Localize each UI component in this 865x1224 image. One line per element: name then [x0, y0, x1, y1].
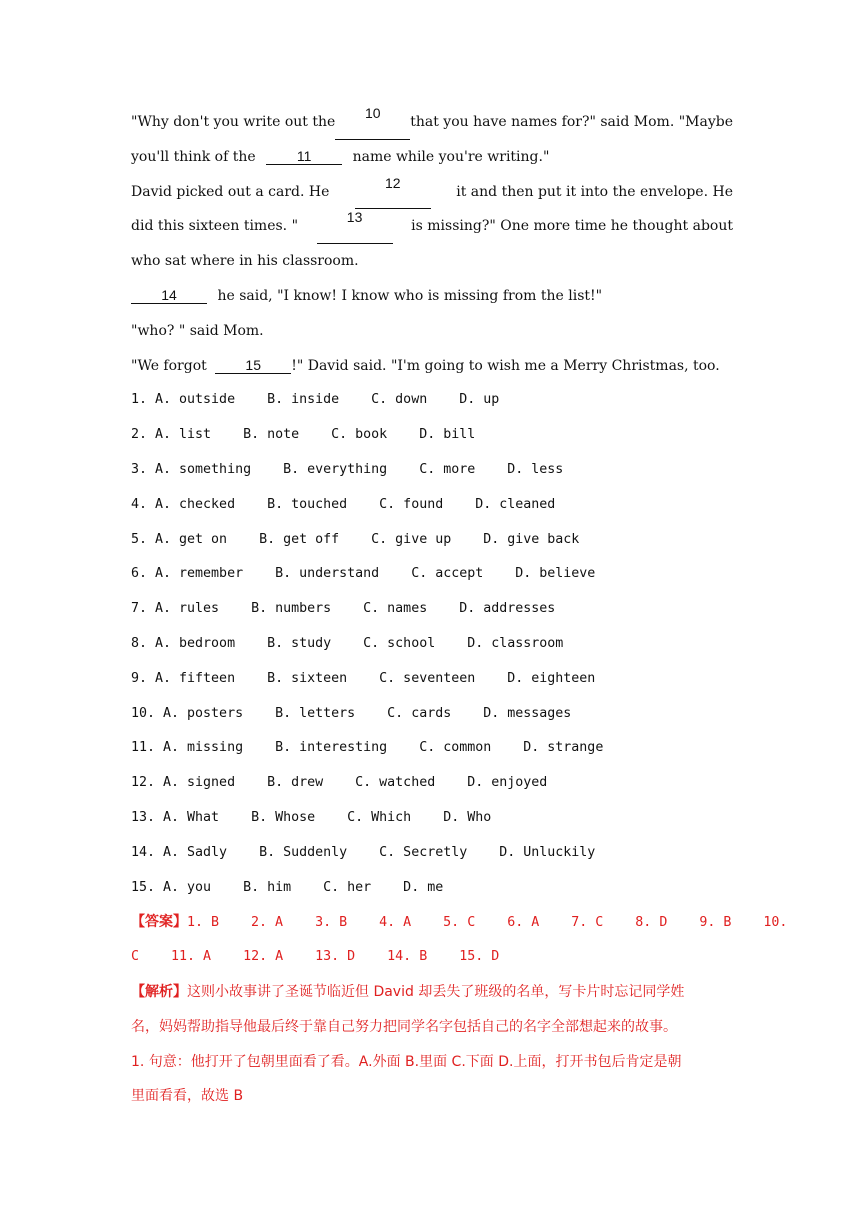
blank-11: 11 — [266, 148, 342, 165]
option-line-2: 2. A. list B. note C. book D. bill — [131, 427, 476, 443]
option-line-5: 5. A. get on B. get off C. give up D. give back — [131, 531, 580, 547]
analysis-label: 【解析】 — [131, 983, 187, 1000]
passage-text: that you have names for?" said Mom. "Maybe — [410, 114, 733, 130]
option-line-7: 7. A. rules B. numbers C. names D. addresses — [131, 601, 556, 617]
passage-text: it and then put it into the envelope. He — [456, 183, 733, 200]
option-line-1: 1. A. outside B. inside C. down D. up — [131, 392, 500, 408]
passage-line-2 — [131, 140, 733, 175]
answer-values: 1. B 2. A 3. B 4. A 5. C 6. A 7. C 8. D 9. B 10. — [187, 915, 788, 931]
passage-text: is missing?" One more time he thought about — [411, 218, 733, 235]
answer-values: C 11. A 12. A 13. D 14. B 15. D — [131, 949, 500, 965]
blank-10: 10 — [335, 105, 410, 140]
option-line-14: 14. A. Sadly B. Suddenly C. Secretly D. Unluckily — [131, 844, 596, 860]
option-line-13: 13. A. What B. Whose C. Which D. Who — [131, 809, 492, 825]
passage-text: David picked out a card. He — [131, 183, 330, 200]
analysis-line-3: 1. 句意：他打开了包朝里面看了看。A.外面 B.里面 C.下面 D.上面，打开书包后肯定是朝 — [131, 1053, 682, 1070]
passage-line-1 — [131, 105, 733, 140]
analysis-line-2: 名，妈妈帮助指导他最后终于靠自己努力把同学名字包括自己的名字全部想起来的故事。 — [131, 1018, 677, 1035]
passage-text: "We forgot — [131, 357, 207, 374]
blank-15: 15 — [215, 357, 291, 374]
answer-line-2 — [131, 940, 733, 975]
passage-line-6 — [131, 279, 733, 314]
option-line-15: 15. A. you B. him C. her D. me — [131, 879, 444, 895]
passage-text: did this sixteen times. " — [131, 218, 299, 235]
analysis-line-4: 里面看看，故选 B — [131, 1088, 244, 1105]
passage-line-5: who sat where in his classroom. — [131, 253, 359, 270]
passage-line-3 — [131, 175, 733, 210]
option-line-12: 12. A. signed B. drew C. watched D. enjoyed — [131, 775, 548, 791]
passage-text: name while you're writing." — [352, 148, 550, 165]
passage-line-7: "who? " said Mom. — [131, 322, 264, 339]
option-line-3: 3. A. something B. everything C. more D. less — [131, 461, 564, 477]
option-line-8: 8. A. bedroom B. study C. school D. classroom — [131, 635, 564, 651]
option-line-9: 9. A. fifteen B. sixteen C. seventeen D. eighteen — [131, 670, 596, 686]
passage-text: "Why don't you write out the — [131, 114, 336, 130]
blank-12: 12 — [355, 175, 431, 210]
passage-line-8 — [131, 349, 733, 384]
analysis-text: 这则小故事讲了圣诞节临近但 David 却丢失了班级的名单，写卡片时忘记同学姓 — [187, 983, 685, 1000]
option-line-10: 10. A. posters B. letters C. cards D. messages — [131, 705, 572, 721]
passage-text: you'll think of the — [131, 148, 256, 165]
option-line-6: 6. A. remember B. understand C. accept D. believe — [131, 566, 596, 582]
analysis-line-1 — [131, 975, 733, 1010]
answer-line-1 — [131, 905, 788, 940]
blank-13: 13 — [317, 209, 393, 244]
option-line-11: 11. A. missing B. interesting C. common D. strange — [131, 740, 604, 756]
passage-line-4 — [131, 209, 733, 244]
option-line-4: 4. A. checked B. touched C. found D. cleaned — [131, 496, 556, 512]
passage-text: he said, "I know! I know who is missing from the list!" — [217, 287, 603, 304]
document-page — [131, 105, 788, 1114]
answer-label: 【答案】 — [131, 914, 187, 931]
passage-text: !" David said. "I'm going to wish me a Merry Christmas, too. — [291, 357, 720, 374]
blank-14: 14 — [131, 287, 207, 304]
